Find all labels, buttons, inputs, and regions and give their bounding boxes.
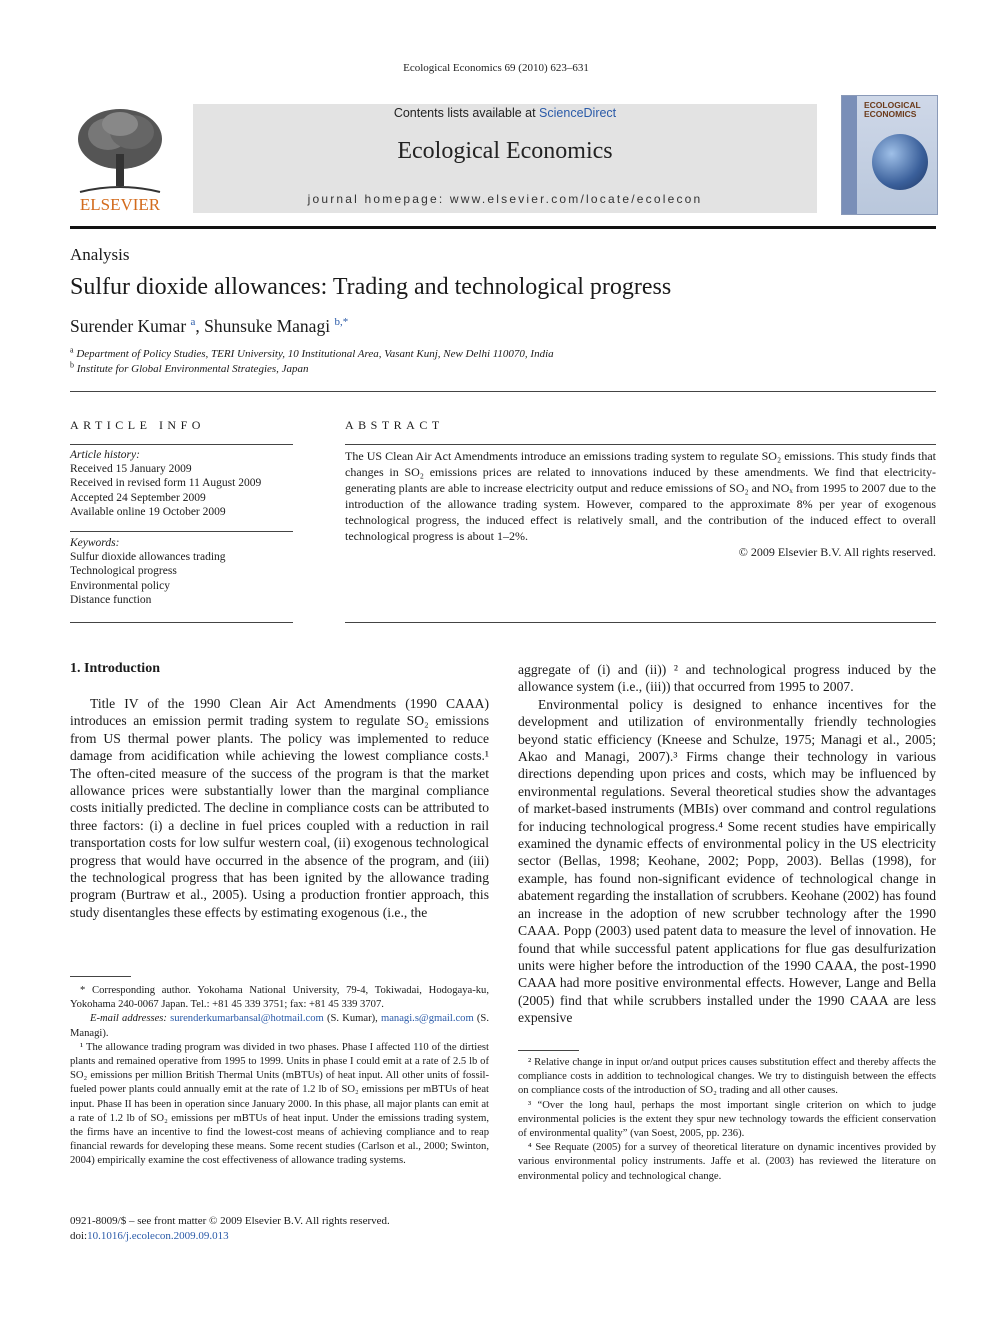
contents-line <box>193 106 817 120</box>
publisher-name: ELSEVIER <box>79 195 161 212</box>
keywords <box>70 536 293 607</box>
history-label: Article history: <box>70 449 140 461</box>
abstract-text <box>345 448 936 560</box>
journal-homepage <box>193 192 817 206</box>
continued-paragraph: aggregate of (i) and (ii)) ² and technological progress induced by the allowance system (i.e., (iii)) that occurred from 1995 to 2007. <box>518 662 936 695</box>
intro-paragraph: Title IV of the 1990 Clean Air Act Amendments (1990 CAAA) introduces an emission permit trading system to regulate SO₂ emissions from US thermal power plants. The policy was implemented to reduce damage from acidification while achieving the lowest compliance costs.¹ The often-cited measure of the success of the program is that the market allowance prices were substantially lower than the marginal compliance costs initially predicted. The decline in compliance costs can be attributed to three factors: (i) a decline in fuel prices coupled with a reduction in rail transportation costs for low sulfur western coal, (ii) exogenous technological progress that would have occurred in the absence of the program, and (iii) the technological progress that has been ignited by the allowance trading program (Burtraw et al., 2005). Using a production frontier approach, this study disentangles these effects by estimating exogenous (i.e., the <box>70 696 489 920</box>
abstract-copyright: © 2009 Elsevier B.V. All rights reserved. <box>738 545 936 559</box>
article-history <box>70 448 293 519</box>
abstract-body: The US Clean Air Act Amendments introduce an emissions trading system to regulate SO₂ emissions. This study finds that changes in SO₂ emissions prices are related to innovations induced by these amendments. We find that electricity-generating plants are able to increase electricity output and reduce emissions of SO₂ and NOₓ from 1995 to 2007 due to the introduction of the allowance trading system. However, compared to the approximate 8% per year of exogenous technological progress, the induced effect is relatively small, and the contribution of the induced effect to overall technological progress is about 1–2%. <box>345 449 936 543</box>
footnote-rule <box>518 1050 579 1051</box>
article-info-heading: ARTICLE INFO <box>70 418 205 432</box>
doi-link[interactable]: 10.1016/j.ecolecon.2009.09.013 <box>87 1229 229 1242</box>
divider <box>70 444 293 445</box>
affiliation-label: b <box>70 360 74 370</box>
email-link[interactable]: surenderkumarbansal@hotmail.com <box>170 1013 324 1025</box>
article-section: Analysis <box>70 245 130 264</box>
globe-icon <box>872 134 928 190</box>
footnote-1: ¹ The allowance trading program was divided in two phases. Phase I affected 110 of the dirtiest plants and remained operative from 1995 to 1999. Units in phase I could emit at a rate of 2.5 lb of SO₂ emissions per million British Thermal Units (mBTUs) of heat input. All other units of fossil-fueled power plants could annually emit at the rate of 1.2 lb of SO₂ emissions per mBTUs of heat input. Phase II has been in operation since January 2000. In this phase, all major plants can emit at a rate of 1.2 lb of SO₂ emissions per mBTUs of heat input. Under the emissions trading system, the firms have an incentive to find the lowest-cost means of achieving compliance and to reap financial rewards for developing these means. Some recent studies (Carlson et al., 2000; Swinton, 2004) empirically examine the cost effectiveness of allowance trading systems. <box>70 1041 489 1167</box>
footnote-3: ³ “Over the long haul, perhaps the most important single criterion on which to judge environmental policies is the extent they spur new technology towards the efficient conservation of environmental quality” (van Soest, 2005, pp. 236). <box>518 1099 936 1140</box>
affiliation-b <box>70 360 309 375</box>
email-owner: (S. Kumar), <box>326 1013 378 1025</box>
revised-date: Received in revised form 11 August 2009 <box>70 477 262 490</box>
divider <box>345 622 936 623</box>
body-paragraph: Environmental policy is designed to enhance incentives for the development and utilization of environmentally friendly technologies beyond static efficiency (Kneese and Schulze, 1975; Managi et al., 2005; Akao and Managi, 2007).³ Firms change their technology in various directions depending upon prices and costs, which may be influenced by environmental regulations. Several theoretical studies show the advantages of market-based instruments (MBIs) over command and control regulations for inducing technological progress.⁴ Some recent studies have empirically examined the dynamic effects of environmental policy in the US electricity sector (Bellas, 1998; Keohane, 2002; Popp, 2003). Bellas (1998), for example, has found non-significant evidence of technological change in abatement regarding the installation of scrubbers. Keohane (2002) has found an increase in the adoption of new scrubber technology after the 1990 CAAA. Popp (2003) used patent data to measure the level of innovation. He found that while successful patent applications for flue gas desulfurization units were higher before the introduction of the 1990 CAAA, the post-1990 CAAA had more positive environmental effects. However, Lange and Bella (2005) find that while scrubbers installed under the 1990 CAAA are less expensive <box>518 696 936 1026</box>
affiliation-label: a <box>70 345 74 355</box>
journal-banner <box>193 104 817 213</box>
footnote-4: ⁴ See Requate (2005) for a survey of theoretical literature on dynamic incentives provided by various environmental policy instruments. Jaffe et al. (2003) has reviewed the literature on environmental policy and technological change. <box>518 1142 936 1182</box>
journal-title: Ecological Economics <box>397 138 613 164</box>
received-date: Received 15 January 2009 <box>70 463 192 476</box>
divider <box>345 444 936 445</box>
footnote-rule <box>70 976 131 977</box>
affiliation-text: Department of Policy Studies, TERI University, 10 Institutional Area, Vasant Kunj, New Delhi 110070, India <box>76 348 554 360</box>
sciencedirect-link[interactable]: ScienceDirect <box>539 106 617 120</box>
keyword: Sulfur dioxide allowances trading <box>70 551 226 564</box>
footnote-2: ² Relative change in input or/and output prices causes substitution effect and thereby affects the compliance costs in addition to technological changes. We try to distinguish between the effects on compliance costs of the introduction of SO₂ trading and all other causes. <box>518 1057 936 1097</box>
elsevier-tree-icon <box>70 104 170 212</box>
cover-strip <box>842 96 857 214</box>
divider <box>70 622 293 623</box>
introduction-heading: 1. Introduction <box>70 661 160 676</box>
divider <box>70 391 936 392</box>
affiliation-marker[interactable]: b,* <box>334 316 349 329</box>
affiliation-marker[interactable]: a <box>190 316 196 329</box>
journal-citation: Ecological Economics 69 (2010) 623–631 <box>403 62 589 74</box>
email-addresses <box>70 1012 489 1040</box>
header-rule <box>70 226 936 229</box>
article-footer <box>70 1214 390 1243</box>
footnotes-right <box>518 1056 936 1184</box>
keyword: Technological progress <box>70 565 177 578</box>
email-owner: (S. Managi). <box>70 1013 489 1039</box>
footnotes-left <box>70 984 489 1169</box>
author-name: Surender Kumar <box>70 316 187 336</box>
abstract-heading: ABSTRACT <box>345 418 444 432</box>
accepted-date: Accepted 24 September 2009 <box>70 491 206 504</box>
online-date: Available online 19 October 2009 <box>70 505 226 518</box>
keywords-label: Keywords: <box>70 537 120 549</box>
email-link[interactable]: managi.s@gmail.com <box>380 1013 474 1025</box>
contents-prefix: Contents lists available at <box>393 106 540 120</box>
keyword: Environmental policy <box>70 579 170 592</box>
corresponding-author: * Corresponding author. Yokohama National University, 79-4, Tokiwadai, Hodogaya-ku, Yokohama 240-0067 Japan. Tel.: +81 45 339 3751; fax: +81 45 339 3707. <box>70 985 489 1011</box>
doi-prefix: doi: <box>70 1229 88 1242</box>
cover-title: ECOLOGICAL ECONOMICS <box>864 100 921 119</box>
author-name: Shunsuke Managi <box>204 316 331 336</box>
divider <box>70 531 293 532</box>
article-title: Sulfur dioxide allowances: Trading and technological progress <box>70 274 672 300</box>
issn-line: 0921-8009/$ – see front matter © 2009 Elsevier B.V. All rights reserved. <box>70 1215 390 1227</box>
affiliation-text: Institute for Global Environmental Strategies, Japan <box>76 363 309 375</box>
homepage-url[interactable]: www.elsevier.com/locate/ecolecon <box>449 192 703 206</box>
affiliation-a <box>70 345 554 360</box>
author-list: Surender Kumar $^a$, Shunsuke Managi $^{b,*}$ <box>70 316 349 336</box>
doi-line <box>70 1229 390 1244</box>
right-column <box>518 661 936 1027</box>
homepage-prefix: journal homepage: <box>307 192 450 206</box>
keyword: Distance function <box>70 593 152 606</box>
elsevier-logo <box>70 104 170 212</box>
email-label: E-mail addresses: <box>90 1013 167 1025</box>
journal-cover <box>841 95 938 215</box>
